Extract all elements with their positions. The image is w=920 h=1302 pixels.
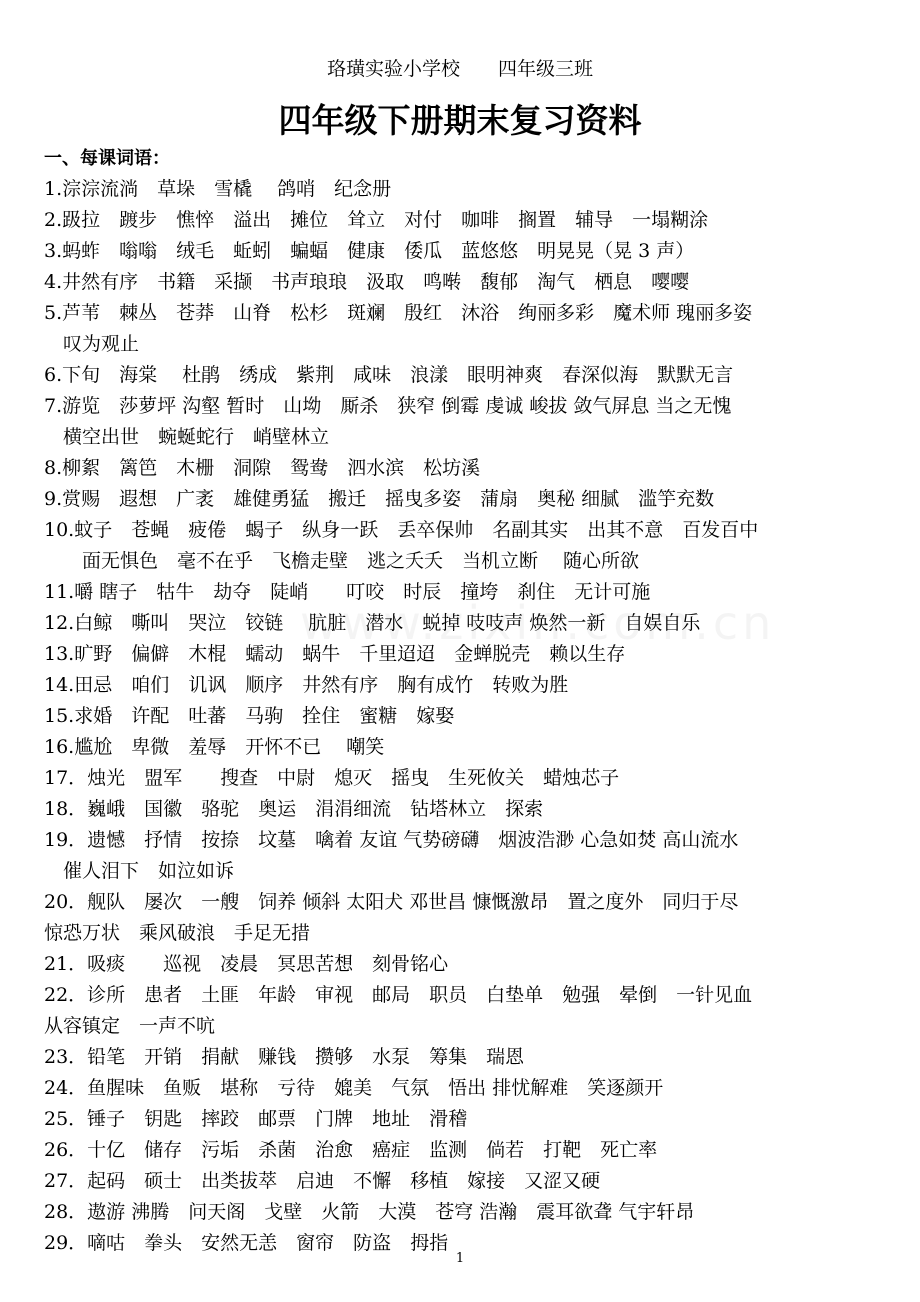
vocabulary-line: 14.田忌 咱们 讥讽 顺序 井然有序 胸有成竹 转败为胜 — [44, 674, 569, 696]
vocabulary-line: 从容镇定 一声不吭 — [44, 1015, 216, 1037]
vocabulary-line: 4.井然有序 书籍 采撷 书声琅琅 汲取 鸣啭 馥郁 淘气 栖息 嘤嘤 — [44, 271, 690, 293]
page-number: 1 — [455, 1251, 465, 1266]
vocabulary-line: 27．起码 硕士 出类拔萃 启迪 不懈 移植 嫁接 又涩又硬 — [44, 1170, 601, 1192]
vocabulary-line: 26．十亿 储存 污垢 杀菌 治愈 癌症 监测 倘若 打靶 死亡率 — [44, 1139, 658, 1161]
school-class-line: 珞璜实验小学校 四年级三班 — [326, 58, 593, 80]
vocabulary-line: 22．诊所 患者 土匪 年龄 审视 邮局 职员 白垫单 勉强 晕倒 一针见血 — [44, 984, 753, 1006]
vocabulary-line: 16.尴尬 卑微 羞辱 开怀不已 嘲笑 — [44, 736, 385, 758]
page-title: 四年级下册期末复习资料 — [278, 101, 642, 140]
vocabulary-line: 21．吸痰 巡视 凌晨 冥思苦想 刻骨铭心 — [44, 953, 449, 975]
vocabulary-line: 28．遨游 沸腾 问天阁 戈壁 火箭 大漠 苍穹 浩瀚 震耳欲聋 气宇轩昂 — [44, 1201, 695, 1223]
vocabulary-line: 5.芦苇 棘丛 苍莽 山脊 松杉 斑斓 殷红 沐浴 绚丽多彩 魔术师 瑰丽多姿 — [44, 302, 753, 324]
vocabulary-line: 9.赏赐 遐想 广袤 雄健勇猛 搬迁 摇曳多姿 蒲扇 奥秘 细腻 滥竽充数 — [44, 488, 715, 510]
vocabulary-line: 25．锤子 钥匙 摔跤 邮票 门牌 地址 滑稽 — [44, 1108, 468, 1130]
vocabulary-line: 3.蚂蚱 嗡嗡 绒毛 蚯蚓 蝙蝠 健康 倭瓜 蓝悠悠 明晃晃（晃 3 声） — [44, 240, 695, 262]
vocabulary-line: 面无惧色 毫不在乎 飞檐走壁 逃之夭夭 当机立断 随心所欲 — [44, 550, 640, 572]
vocabulary-line: 8.柳絮 篱笆 木栅 洞隙 鸳鸯 泗水滨 松坊溪 — [44, 457, 481, 479]
vocabulary-line: 横空出世 蜿蜒蛇行 峭壁林立 — [44, 426, 330, 448]
vocabulary-line: 15.求婚 许配 吐蕃 马驹 拴住 蜜糖 嫁娶 — [44, 705, 455, 727]
vocabulary-line: 17．烛光 盟军 搜查 中尉 熄灭 摇曳 生死攸关 蜡烛芯子 — [44, 767, 620, 789]
section-heading: 一、每课词语： — [44, 148, 170, 169]
vocabulary-line: 20．舰队 屡次 一艘 饲养 倾斜 太阳犬 邓世昌 慷慨激昂 置之度外 同归于尽 — [44, 891, 739, 913]
vocabulary-line: 10.蚊子 苍蝇 疲倦 蝎子 纵身一跃 丢卒保帅 名副其实 出其不意 百发百中 — [44, 519, 759, 541]
vocabulary-line: 23．铅笔 开销 捐献 赚钱 攒够 水泵 筹集 瑞恩 — [44, 1046, 525, 1068]
vocabulary-list — [44, 174, 884, 1259]
vocabulary-line: 11.嚼 瞎子 牯牛 劫夺 陡峭 叮咬 时辰 撞垮 刹住 无计可施 — [44, 581, 651, 603]
vocabulary-line: 7.游览 莎萝坪 沟壑 暂时 山坳 厮杀 狭窄 倒霉 虔诚 峻拔 敛气屏息 当之无愧 — [44, 395, 732, 417]
vocabulary-line: 13.旷野 偏僻 木棍 蠕动 蜗牛 千里迢迢 金蝉脱壳 赖以生存 — [44, 643, 626, 665]
vocabulary-line: 6.下旬 海棠 杜鹃 绣成 紫荆 咸味 浪漾 眼明神爽 春深似海 默默无言 — [44, 364, 734, 386]
vocabulary-line: 1.淙淙流淌 草垛 雪橇 鸽哨 纪念册 — [44, 178, 392, 200]
vocabulary-line: 叹为观止 — [44, 333, 140, 355]
vocabulary-line: 催人泪下 如泣如诉 — [44, 860, 235, 882]
vocabulary-section — [44, 143, 884, 1259]
vocabulary-line: 19．遗憾 抒情 按捺 坟墓 噙着 友谊 气势磅礴 烟波浩渺 心急如焚 高山流水 — [44, 829, 739, 851]
vocabulary-line: 18．巍峨 国徽 骆驼 奥运 涓涓细流 钻塔林立 探索 — [44, 798, 544, 820]
vocabulary-line: 惊恐万状 乘风破浪 手足无措 — [44, 922, 311, 944]
vocabulary-line: 29．嘀咕 拳头 安然无恙 窗帘 防盗 拇指 — [44, 1232, 449, 1254]
vocabulary-line: 24．鱼腥味 鱼贩 堪称 亏待 媲美 气氛 悟出 排忧解难 笑逐颜开 — [44, 1077, 664, 1099]
vocabulary-line: 2.趿拉 踱步 憔悴 溢出 摊位 耸立 对付 咖啡 搁置 辅导 一塌糊涂 — [44, 209, 709, 231]
vocabulary-line: 12.白鲸 嘶叫 哭泣 铰链 肮脏 潜水 蜕掉 吱吱声 焕然一新 自娱自乐 — [44, 612, 701, 634]
